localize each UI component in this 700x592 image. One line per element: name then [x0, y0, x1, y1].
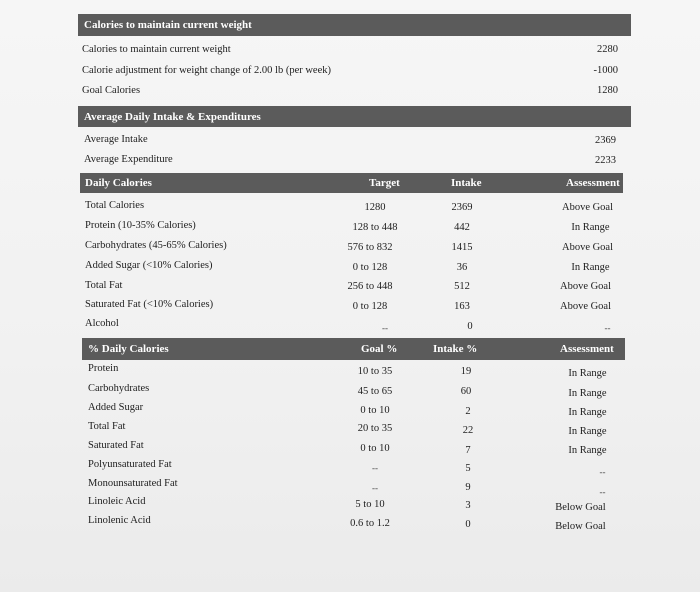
percent-row-goal: 0 to 10: [360, 405, 390, 416]
daily-row-assessment: Above Goal: [559, 281, 612, 292]
percent-row-goal: --: [372, 463, 378, 473]
daily-row-assessment: Above Goal: [559, 301, 612, 312]
percent-row-intake: 60: [460, 386, 472, 397]
daily-row-intake: 442: [454, 222, 470, 233]
average-row-value: 2233: [595, 155, 616, 166]
daily-header-label: Daily Calories: [85, 177, 152, 189]
maintain-row-value: 2280: [597, 44, 618, 55]
percent-header-assessment: Assessment: [560, 343, 614, 355]
percent-row-goal: 20 to 35: [357, 423, 393, 434]
percent-row-label: Carbohydrates: [88, 383, 150, 394]
percent-row-goal: --: [372, 483, 378, 493]
percent-header-goal: Goal %: [361, 343, 398, 355]
daily-row-label: Protein (10-35% Calories): [85, 220, 196, 231]
percent-row-label: Linoleic Acid: [88, 496, 146, 507]
average-header: Average Daily Intake & Expenditures: [84, 110, 261, 123]
percent-row-intake: 2: [465, 406, 471, 417]
average-row-label: Average Expenditure: [84, 154, 173, 165]
percent-row-intake: 5: [465, 463, 471, 474]
daily-row-target: 1280: [364, 202, 386, 213]
percent-row-label: Monounsaturated Fat: [88, 478, 178, 489]
percent-header-bar: [82, 338, 625, 360]
daily-row-intake: 512: [454, 281, 470, 292]
percent-row-assessment: In Range: [568, 445, 607, 456]
percent-row-intake: 0: [465, 519, 471, 530]
daily-header-target: Target: [369, 177, 400, 189]
daily-row-intake: 36: [456, 262, 468, 273]
percent-row-intake: 9: [465, 482, 471, 493]
daily-row-label: Carbohydrates (45-65% Calories): [85, 240, 227, 251]
percent-row-label: Total Fat: [88, 421, 126, 432]
maintain-row-value: -1000: [593, 65, 618, 76]
maintain-row-value: 1280: [597, 85, 618, 96]
daily-row-target: 576 to 832: [347, 242, 393, 253]
daily-row-intake: 0: [467, 321, 473, 332]
daily-row-label: Added Sugar (<10% Calories): [85, 260, 213, 271]
daily-row-assessment: In Range: [571, 222, 610, 233]
daily-header-intake: Intake: [451, 177, 482, 189]
percent-row-assessment: Below Goal: [555, 521, 606, 532]
daily-row-intake: 2369: [451, 202, 473, 213]
daily-row-intake: 163: [454, 301, 470, 312]
percent-row-goal: 0 to 10: [360, 443, 390, 454]
daily-row-intake: 1415: [451, 242, 473, 253]
daily-row-label: Total Fat: [85, 280, 123, 291]
percent-header-label: % Daily Calories: [88, 343, 169, 355]
maintain-row-label: Calories to maintain current weight: [82, 44, 231, 55]
daily-row-target: 0 to 128: [352, 301, 388, 312]
percent-row-assessment: In Range: [568, 368, 607, 379]
percent-row-intake: 3: [465, 500, 471, 511]
daily-row-target: 256 to 448: [347, 281, 393, 292]
percent-row-assessment: In Range: [568, 426, 607, 437]
maintain-row-label: Goal Calories: [82, 85, 141, 96]
percent-row-assessment: Below Goal: [555, 502, 606, 513]
maintain-header-bar: [78, 14, 631, 36]
daily-row-label: Saturated Fat (<10% Calories): [85, 299, 214, 310]
daily-row-target: 0 to 128: [352, 262, 388, 273]
daily-row-assessment: --: [604, 323, 611, 333]
percent-row-assessment: In Range: [568, 388, 607, 399]
daily-row-target: 128 to 448: [352, 222, 398, 233]
daily-row-assessment: Above Goal: [561, 242, 614, 253]
percent-row-label: Added Sugar: [88, 402, 144, 413]
daily-header-assessment: Assessment: [566, 177, 620, 189]
percent-row-goal: 5 to 10: [355, 499, 385, 510]
daily-header-bar: [80, 173, 623, 193]
daily-row-label: Total Calories: [85, 200, 145, 211]
percent-row-intake: 7: [465, 445, 471, 456]
average-header-bar: [78, 106, 631, 127]
percent-row-assessment: In Range: [568, 407, 607, 418]
percent-row-goal: 0.6 to 1.2: [350, 518, 390, 529]
maintain-row-label: Calorie adjustment for weight change of 2.00 lb (per week): [82, 65, 332, 76]
percent-row-intake: 19: [460, 366, 472, 377]
daily-row-label: Alcohol: [85, 318, 119, 329]
daily-row-assessment: In Range: [571, 262, 610, 273]
average-row-value: 2369: [595, 135, 616, 146]
percent-row-assessment: --: [599, 487, 606, 497]
percent-row-label: Protein: [88, 363, 119, 374]
percent-row-goal: 10 to 35: [357, 366, 393, 377]
percent-row-intake: 22: [462, 425, 474, 436]
percent-row-label: Polyunsaturated Fat: [88, 459, 172, 470]
maintain-header: Calories to maintain current weight: [84, 19, 252, 31]
percent-row-assessment: --: [599, 467, 606, 477]
percent-row-goal: 45 to 65: [357, 386, 393, 397]
daily-row-target: --: [382, 323, 388, 333]
percent-row-label: Linolenic Acid: [88, 515, 151, 526]
daily-row-assessment: Above Goal: [561, 202, 614, 213]
percent-header-intake: Intake %: [433, 343, 478, 355]
percent-row-label: Saturated Fat: [88, 440, 144, 451]
average-row-label: Average Intake: [84, 134, 148, 145]
